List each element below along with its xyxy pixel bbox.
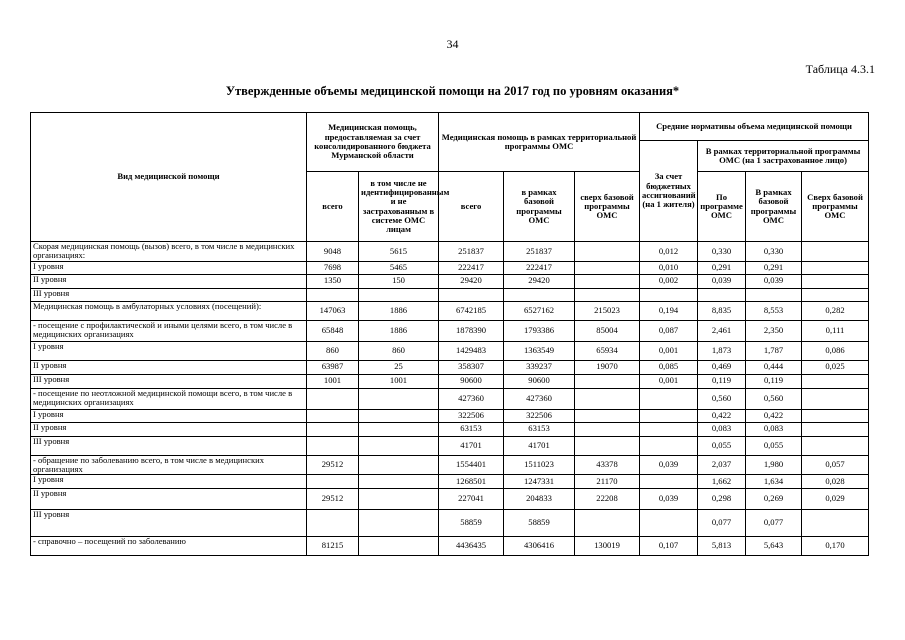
cell-c7: 2,037 (698, 455, 746, 475)
cell-c6 (640, 436, 698, 455)
table-row (31, 510, 869, 537)
cell-c2 (359, 422, 439, 436)
cell-c2: 1001 (359, 374, 439, 388)
header-oms: Медицинская помощь в рамках территориальной программы ОМС (439, 113, 640, 172)
cell-c5 (575, 422, 640, 436)
cell-c4: 322506 (504, 409, 575, 422)
cell-c6 (640, 388, 698, 409)
cell-c4: 58859 (504, 510, 575, 537)
cell-c6: 0,010 (640, 261, 698, 274)
table-row (31, 288, 869, 301)
header-norm-base: В рамках базовой программы ОМС (746, 172, 802, 242)
cell-c1 (307, 436, 359, 455)
cell-c5 (575, 374, 640, 388)
cell-c2 (359, 537, 439, 556)
cell-c3: 1554401 (439, 455, 504, 475)
cell-c1 (307, 422, 359, 436)
cell-c4: 4306416 (504, 537, 575, 556)
row-label: I уровня (31, 409, 307, 422)
cell-c5 (575, 409, 640, 422)
cell-c8 (746, 288, 802, 301)
table-row (31, 436, 869, 455)
cell-c2: 25 (359, 360, 439, 374)
cell-c9 (802, 374, 869, 388)
cell-c5 (575, 388, 640, 409)
header-norm-prog: По программе ОМС (698, 172, 746, 242)
cell-c6: 0,012 (640, 242, 698, 262)
cell-c3: 6742185 (439, 301, 504, 320)
cell-c7: 5,813 (698, 537, 746, 556)
row-label: - обращение по заболеванию всего, в том числе в медицинских организациях (31, 455, 307, 475)
table-row (31, 537, 869, 556)
cell-c6: 0,002 (640, 274, 698, 288)
cell-c2: 150 (359, 274, 439, 288)
cell-c1: 147063 (307, 301, 359, 320)
row-label: II уровня (31, 360, 307, 374)
cell-c1 (307, 510, 359, 537)
cell-c5 (575, 436, 640, 455)
table-row (31, 301, 869, 320)
cell-c4: 251837 (504, 242, 575, 262)
cell-c8: 0,055 (746, 436, 802, 455)
cell-c8: 0,291 (746, 261, 802, 274)
cell-c7: 0,077 (698, 510, 746, 537)
cell-c8: 0,119 (746, 374, 802, 388)
cell-c6: 0,087 (640, 320, 698, 341)
cell-c4: 339237 (504, 360, 575, 374)
cell-c8: 0,077 (746, 510, 802, 537)
table-row (31, 422, 869, 436)
cell-c2 (359, 288, 439, 301)
table-row (31, 409, 869, 422)
cell-c8: 0,422 (746, 409, 802, 422)
cell-c1: 7698 (307, 261, 359, 274)
cell-c3: 1268501 (439, 475, 504, 489)
cell-c8: 0,083 (746, 422, 802, 436)
cell-c4: 427360 (504, 388, 575, 409)
cell-c2 (359, 455, 439, 475)
cell-c7: 0,055 (698, 436, 746, 455)
cell-c5 (575, 510, 640, 537)
cell-c2: 860 (359, 341, 439, 360)
cell-c5: 21170 (575, 475, 640, 489)
cell-c6: 0,001 (640, 341, 698, 360)
row-label: - справочно – посещений по заболеванию (31, 537, 307, 556)
cell-c7: 2,461 (698, 320, 746, 341)
cell-c1 (307, 288, 359, 301)
cell-c1: 1350 (307, 274, 359, 288)
cell-c1: 860 (307, 341, 359, 360)
cell-c3: 1429483 (439, 341, 504, 360)
cell-c7: 0,469 (698, 360, 746, 374)
cell-c8: 0,330 (746, 242, 802, 262)
row-label: II уровня (31, 274, 307, 288)
cell-c2 (359, 388, 439, 409)
cell-c3: 1878390 (439, 320, 504, 341)
cell-c2: 1886 (359, 320, 439, 341)
table-row (31, 489, 869, 510)
cell-c9: 0,086 (802, 341, 869, 360)
cell-c4: 29420 (504, 274, 575, 288)
header-cons-unidentified: в том числе не идентифицированным и не застрахованным в системе ОМС лицам (359, 172, 439, 242)
cell-c2 (359, 510, 439, 537)
cell-c2: 5465 (359, 261, 439, 274)
row-label: Скорая медицинская помощь (вызов) всего, в том числе в медицинских организациях: (31, 242, 307, 262)
cell-c6: 0,001 (640, 374, 698, 388)
cell-c8: 1,634 (746, 475, 802, 489)
cell-c3: 58859 (439, 510, 504, 537)
document-title: Утвержденные объемы медицинской помощи на 2017 год по уровням оказания* (225, 84, 680, 98)
cell-c3: 322506 (439, 409, 504, 422)
cell-c5: 215023 (575, 301, 640, 320)
cell-c8: 1,980 (746, 455, 802, 475)
row-label: II уровня (31, 422, 307, 436)
cell-c5 (575, 242, 640, 262)
cell-c6: 0,039 (640, 455, 698, 475)
row-label: I уровня (31, 475, 307, 489)
table-row (31, 242, 869, 262)
cell-c1: 1001 (307, 374, 359, 388)
cell-c7: 0,291 (698, 261, 746, 274)
cell-c3: 222417 (439, 261, 504, 274)
cell-c7: 0,298 (698, 489, 746, 510)
cell-c8: 1,787 (746, 341, 802, 360)
table-row (31, 455, 869, 475)
cell-c2 (359, 436, 439, 455)
table-row (31, 374, 869, 388)
cell-c6 (640, 510, 698, 537)
cell-c2: 5615 (359, 242, 439, 262)
table-row (31, 388, 869, 409)
table-row (31, 261, 869, 274)
cell-c5: 85004 (575, 320, 640, 341)
cell-c6: 0,194 (640, 301, 698, 320)
cell-c5: 65934 (575, 341, 640, 360)
cell-c8: 0,444 (746, 360, 802, 374)
header-oms-base: в рамках базовой программы ОМС (504, 172, 575, 242)
cell-c4: 6527162 (504, 301, 575, 320)
cell-c7 (698, 288, 746, 301)
cell-c6 (640, 422, 698, 436)
cell-c3: 427360 (439, 388, 504, 409)
cell-c1 (307, 475, 359, 489)
cell-c4: 1247331 (504, 475, 575, 489)
cell-c9: 0,170 (802, 537, 869, 556)
cell-c5 (575, 288, 640, 301)
cell-c7: 0,039 (698, 274, 746, 288)
cell-c9 (802, 288, 869, 301)
cell-c3: 358307 (439, 360, 504, 374)
cell-c8: 0,039 (746, 274, 802, 288)
cell-c2 (359, 475, 439, 489)
table-body (31, 242, 869, 556)
cell-c3: 63153 (439, 422, 504, 436)
cell-c7: 0,330 (698, 242, 746, 262)
cell-c6 (640, 288, 698, 301)
cell-c7: 0,422 (698, 409, 746, 422)
cell-c4: 1511023 (504, 455, 575, 475)
header-oms-above: сверх базовой программы ОМС (575, 172, 640, 242)
cell-c9 (802, 261, 869, 274)
table-row (31, 475, 869, 489)
table-row (31, 274, 869, 288)
header-norms: Средние нормативы объема медицинской помощи (640, 113, 869, 141)
row-label: II уровня (31, 489, 307, 510)
cell-c7: 0,119 (698, 374, 746, 388)
cell-c9 (802, 274, 869, 288)
cell-c9: 0,057 (802, 455, 869, 475)
cell-c8: 5,643 (746, 537, 802, 556)
header-consolidated: Медицинская помощь, предоставляемая за счет консолидированного бюджета Мурманской области (307, 113, 439, 172)
cell-c4 (504, 288, 575, 301)
row-label: Медицинская помощь в амбулаторных условиях (посещений): (31, 301, 307, 320)
header-norm-above: Сверх базовой программы ОМС (802, 172, 869, 242)
cell-c1: 65848 (307, 320, 359, 341)
header-cons-total: всего (307, 172, 359, 242)
cell-c8: 8,553 (746, 301, 802, 320)
cell-c1: 9048 (307, 242, 359, 262)
cell-c5: 43378 (575, 455, 640, 475)
cell-c1: 29512 (307, 455, 359, 475)
cell-c1 (307, 388, 359, 409)
cell-c9 (802, 422, 869, 436)
cell-c9: 0,028 (802, 475, 869, 489)
cell-c9 (802, 436, 869, 455)
header-type: Вид медицинской помощи (31, 113, 307, 242)
cell-c9: 0,025 (802, 360, 869, 374)
cell-c5: 22208 (575, 489, 640, 510)
cell-c5: 130019 (575, 537, 640, 556)
cell-c7: 0,083 (698, 422, 746, 436)
cell-c2 (359, 409, 439, 422)
volumes-table (30, 112, 869, 556)
cell-c7: 8,835 (698, 301, 746, 320)
cell-c6 (640, 475, 698, 489)
cell-c9: 0,282 (802, 301, 869, 320)
row-label: III уровня (31, 436, 307, 455)
cell-c5: 19070 (575, 360, 640, 374)
cell-c6: 0,039 (640, 489, 698, 510)
cell-c2: 1886 (359, 301, 439, 320)
cell-c1: 63987 (307, 360, 359, 374)
cell-c3: 4436435 (439, 537, 504, 556)
cell-c4: 222417 (504, 261, 575, 274)
cell-c3: 90600 (439, 374, 504, 388)
page-number: 34 (446, 37, 459, 51)
table-label: Таблица 4.3.1 (805, 62, 875, 76)
cell-c9 (802, 242, 869, 262)
cell-c6: 0,085 (640, 360, 698, 374)
cell-c3 (439, 288, 504, 301)
cell-c1: 29512 (307, 489, 359, 510)
cell-c9 (802, 409, 869, 422)
header-oms-total: всего (439, 172, 504, 242)
table-row (31, 341, 869, 360)
header-norm-oms: В рамках территориальной программы ОМС (на 1 застрахованное лицо) (698, 141, 869, 172)
header-norm-budget: За счет бюджетных ассигнований (на 1 жителя) (640, 141, 698, 242)
row-label: I уровня (31, 341, 307, 360)
cell-c4: 204833 (504, 489, 575, 510)
cell-c3: 251837 (439, 242, 504, 262)
cell-c8: 0,269 (746, 489, 802, 510)
row-label: III уровня (31, 288, 307, 301)
cell-c7: 1,873 (698, 341, 746, 360)
cell-c5 (575, 261, 640, 274)
cell-c7: 0,560 (698, 388, 746, 409)
cell-c9 (802, 510, 869, 537)
cell-c5 (575, 274, 640, 288)
cell-c4: 41701 (504, 436, 575, 455)
row-label: - посещение по неотложной медицинской помощи всего, в том числе в медицинских организациях (31, 388, 307, 409)
row-label: III уровня (31, 510, 307, 537)
cell-c6: 0,107 (640, 537, 698, 556)
row-label: III уровня (31, 374, 307, 388)
cell-c3: 41701 (439, 436, 504, 455)
cell-c3: 227041 (439, 489, 504, 510)
cell-c7: 1,662 (698, 475, 746, 489)
cell-c9: 0,029 (802, 489, 869, 510)
cell-c4: 1363549 (504, 341, 575, 360)
cell-c4: 90600 (504, 374, 575, 388)
row-label: I уровня (31, 261, 307, 274)
cell-c8: 0,560 (746, 388, 802, 409)
cell-c8: 2,350 (746, 320, 802, 341)
cell-c3: 29420 (439, 274, 504, 288)
cell-c1: 81215 (307, 537, 359, 556)
table-row (31, 360, 869, 374)
table-header (31, 113, 869, 242)
table-row (31, 320, 869, 341)
cell-c9: 0,111 (802, 320, 869, 341)
cell-c4: 63153 (504, 422, 575, 436)
cell-c4: 1793386 (504, 320, 575, 341)
cell-c1 (307, 409, 359, 422)
row-label: - посещение с профилактической и иными целями всего, в том числе в медицинских организациях (31, 320, 307, 341)
cell-c2 (359, 489, 439, 510)
cell-c6 (640, 409, 698, 422)
cell-c9 (802, 388, 869, 409)
